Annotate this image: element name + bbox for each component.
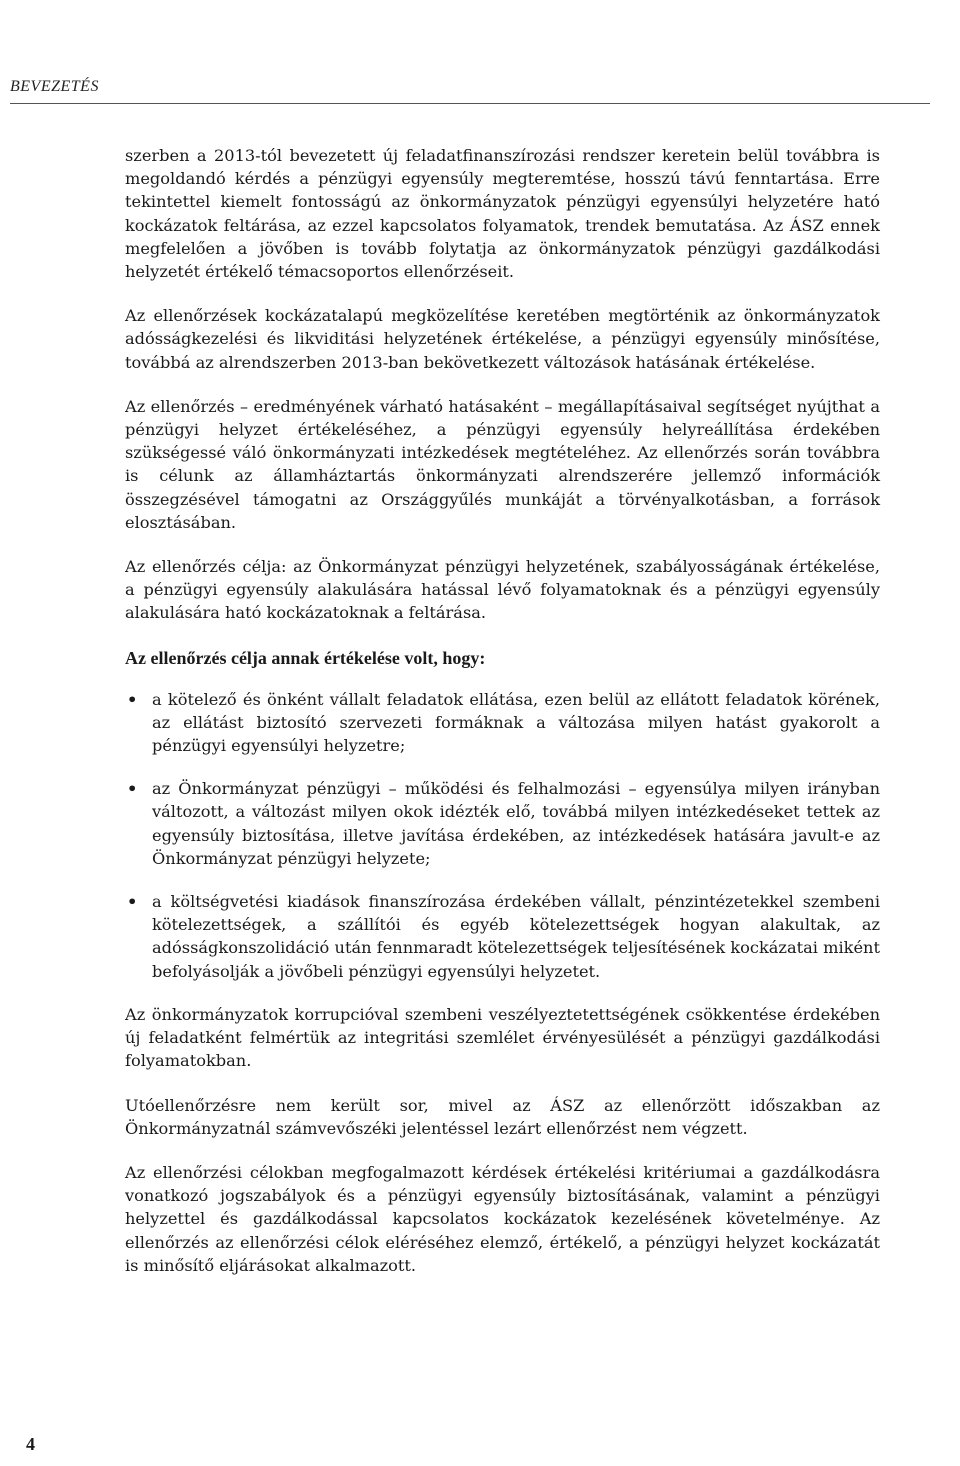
paragraph: Az ellenőrzések kockázatalapú megközelítése keretében megtörténik az önkormányzatok adósságkezelési és likviditási helyzetének értékelése, a pénzügyi egyensúly minősítése, továbbá az alrendszerben 2013-ban bekövetkezett változások hatásának értékelése.	[125, 306, 880, 372]
running-head: BEVEZETÉS	[10, 78, 99, 95]
bullet-icon: •	[127, 892, 138, 912]
list-item	[125, 688, 880, 758]
bullet-icon: •	[127, 689, 138, 709]
page-number: 4	[26, 1434, 35, 1454]
paragraph: Az önkormányzatok korrupcióval szembeni veszélyeztetettségének csökkentése érdekében új feladatként felmértük az integritási szemlélet érvényesülését a pénzügyi gazdálkodási folyamatokban.	[125, 1004, 880, 1071]
list-item-text: a kötelező és önként vállalt feladatok ellátása, ezen belül az ellátott feladatok körének, az ellátást biztosító szervezeti formáknak a változása milyen hatást gyakorolt a pénzügyi egyensúlyi helyzetre;	[152, 689, 880, 756]
bullet-icon: •	[127, 779, 138, 799]
list-item-text: az Önkormányzat pénzügyi – működési és felhalmozási – egyensúlya milyen irányban változott, a változást milyen okok idézték elő, továbbá milyen intézkedéseket tettek az egyensúly biztosítása, illetve javítása érdekében, az intézkedések hatására javult-e az Önkormányzat pénzügyi helyzete;	[152, 779, 880, 868]
bullet-list	[125, 688, 880, 983]
paragraph: szerben a 2013-tól bevezetett új feladatfinanszírozási rendszer keretein belül továbbra is megoldandó kérdés a pénzügyi egyensúly megteremtése, hosszú távú fenntartása. Erre tekintettel kiemelt fontosságú az önkormányzatok pénzügyi egyensúlyi helyzetére ható kockázatok feltárása, az ezzel kapcsolatos folyamatok, trendek bemutatása. Az ÁSZ ennek megfelelően a jövőben is tovább folytatja az önkormányzatok pénzügyi gazdálkodási helyzetét értékelő témacsoportos ellenőrzéseit.	[125, 146, 880, 282]
paragraph: Az ellenőrzési célokban megfogalmazott kérdések értékelési kritériumai a gazdálkodásra vonatkozó jogszabályok és a pénzügyi egyensúly biztosításának, valamint a pénzügyi helyzettel és gazdálkodással kapcsolatos kockázatok kezelésének követelménye. Az ellenőrzés az ellenőrzési célok eléréséhez elemző, értékelő, a pénzügyi helyzet kockázatát is minősítő eljárásokat alkalmazott.	[125, 1162, 880, 1275]
header-divider	[10, 103, 930, 104]
section-heading: Az ellenőrzés célja annak értékelése volt, hogy:	[125, 647, 486, 668]
page-body	[125, 144, 880, 1298]
list-item-text: a költségvetési kiadások finanszírozása érdekében vállalt, pénzintézetekkel szembeni kötelezettségek, a szállítói és egyéb kötelezettségek hogyan alakultak, az adósságkonszolidáció után fennmaradt kötelezettségek teljesítésének kockázatai miként befolyásolják a jövőbeli pénzügyi egyensúlyi helyzetet.	[152, 892, 880, 981]
paragraph: Utóellenőrzésre nem került sor, mivel az ÁSZ az ellenőrzött időszakban az Önkormányzatnál számvevőszéki jelentéssel lezárt ellenőrzést nem végzett.	[125, 1095, 880, 1138]
list-item	[125, 890, 880, 983]
paragraph: Az ellenőrzés – eredményének várható hatásaként – megállapításaival segítséget nyújthat a pénzügyi helyzet értékeléséhez, a pénzügyi egyensúly helyreállítása érdekében szükségessé váló önkormányzati intézkedések megtételéhez. Az ellenőrzés során továbbra is célunk az államháztartás önkormányzati alrendszerére jellemző információk összegzésével támogatni az Országgyűlés munkáját a törvényalkotásban, a források elosztásában.	[125, 396, 880, 532]
paragraph: Az ellenőrzés célja: az Önkormányzat pénzügyi helyzetének, szabályosságának értékelése, a pénzügyi egyensúly alakulására hatással lévő folyamatoknak és a pénzügyi egyensúly alakulására ható kockázatoknak a feltárása.	[125, 557, 880, 623]
list-item	[125, 777, 880, 870]
